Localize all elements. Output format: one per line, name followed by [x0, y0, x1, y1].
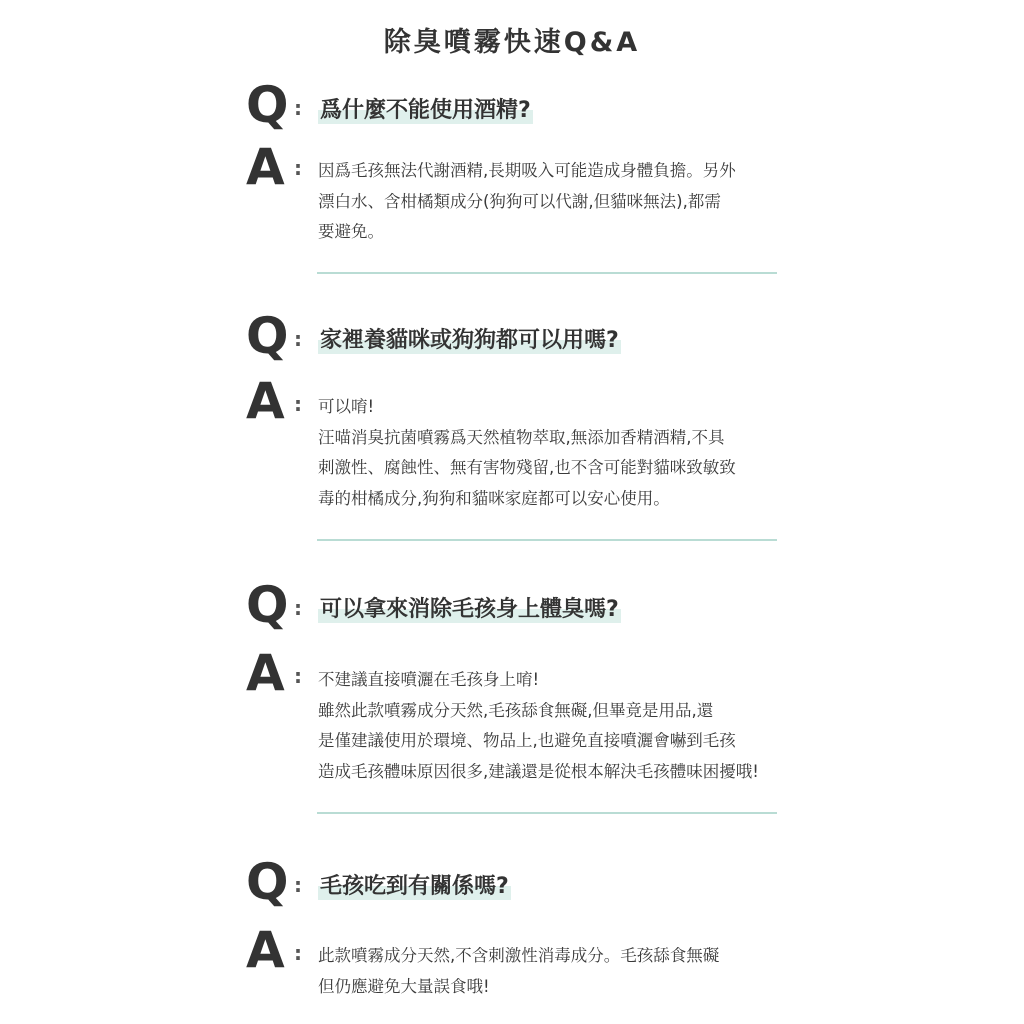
q-letter: Q: [246, 576, 289, 634]
answer-text: [318, 941, 788, 1002]
a-colon: :: [294, 941, 302, 965]
question-text: 可以拿來消除毛孩身上體臭嗎?: [318, 592, 621, 623]
q-letter: Q: [246, 307, 289, 365]
answer-line: 是僅建議使用於環境、物品上,也避免直接噴灑會嚇到毛孩: [318, 731, 736, 750]
answer-line: 雖然此款噴霧成分天然,毛孩舔食無礙,但畢竟是用品,還: [318, 700, 714, 720]
a-letter: A: [246, 138, 285, 196]
q-letter: Q: [246, 853, 289, 911]
a-colon: :: [294, 664, 302, 688]
answer-text: [318, 156, 788, 248]
answer-line: 但仍應避免大量誤食哦!: [318, 976, 490, 996]
question-text: 爲什麼不能使用酒精?: [318, 93, 533, 124]
answer-line: 刺激性、腐蝕性、無有害物殘留,也不含可能對貓咪致敏致: [318, 458, 736, 477]
q-colon: :: [294, 96, 302, 120]
q-colon: :: [294, 327, 302, 351]
a-letter: A: [246, 644, 285, 702]
answer-line: 因爲毛孩無法代謝酒精,長期吸入可能造成身體負擔。另外: [318, 161, 736, 180]
answer-line: 毒的柑橘成分,狗狗和貓咪家庭都可以安心使用。: [318, 488, 670, 508]
a-letter: A: [246, 372, 285, 430]
answer-text: [318, 665, 788, 787]
section-divider: [317, 812, 777, 814]
page-title: 除臭噴霧快速Q&A: [383, 27, 641, 58]
question-text: 家裡養貓咪或狗狗都可以用嗎?: [318, 323, 621, 354]
a-letter: A: [246, 921, 285, 979]
answer-text: [318, 392, 788, 514]
answer-line: 漂白水、含柑橘類成分(狗狗可以代謝,但貓咪無法),都需: [318, 191, 721, 211]
answer-line: 此款噴霧成分天然,不含刺激性消毒成分。毛孩舔食無礙: [318, 946, 720, 965]
a-colon: :: [294, 392, 302, 416]
section-divider: [317, 272, 777, 274]
answer-line: 汪喵消臭抗菌噴霧爲天然植物萃取,無添加香精酒精,不具: [318, 427, 725, 447]
a-colon: :: [294, 156, 302, 180]
q-colon: :: [294, 596, 302, 620]
section-divider: [317, 539, 777, 541]
q-colon: :: [294, 873, 302, 897]
answer-line: 造成毛孩體味原因很多,建議還是從根本解決毛孩體味困擾哦!: [318, 761, 759, 781]
answer-line: 要避免。: [318, 222, 384, 241]
question-text: 毛孩吃到有關係嗎?: [318, 869, 511, 900]
answer-line: 不建議直接噴灑在毛孩身上唷!: [318, 670, 540, 689]
answer-line: 可以唷!: [318, 397, 375, 416]
q-letter: Q: [246, 76, 289, 134]
